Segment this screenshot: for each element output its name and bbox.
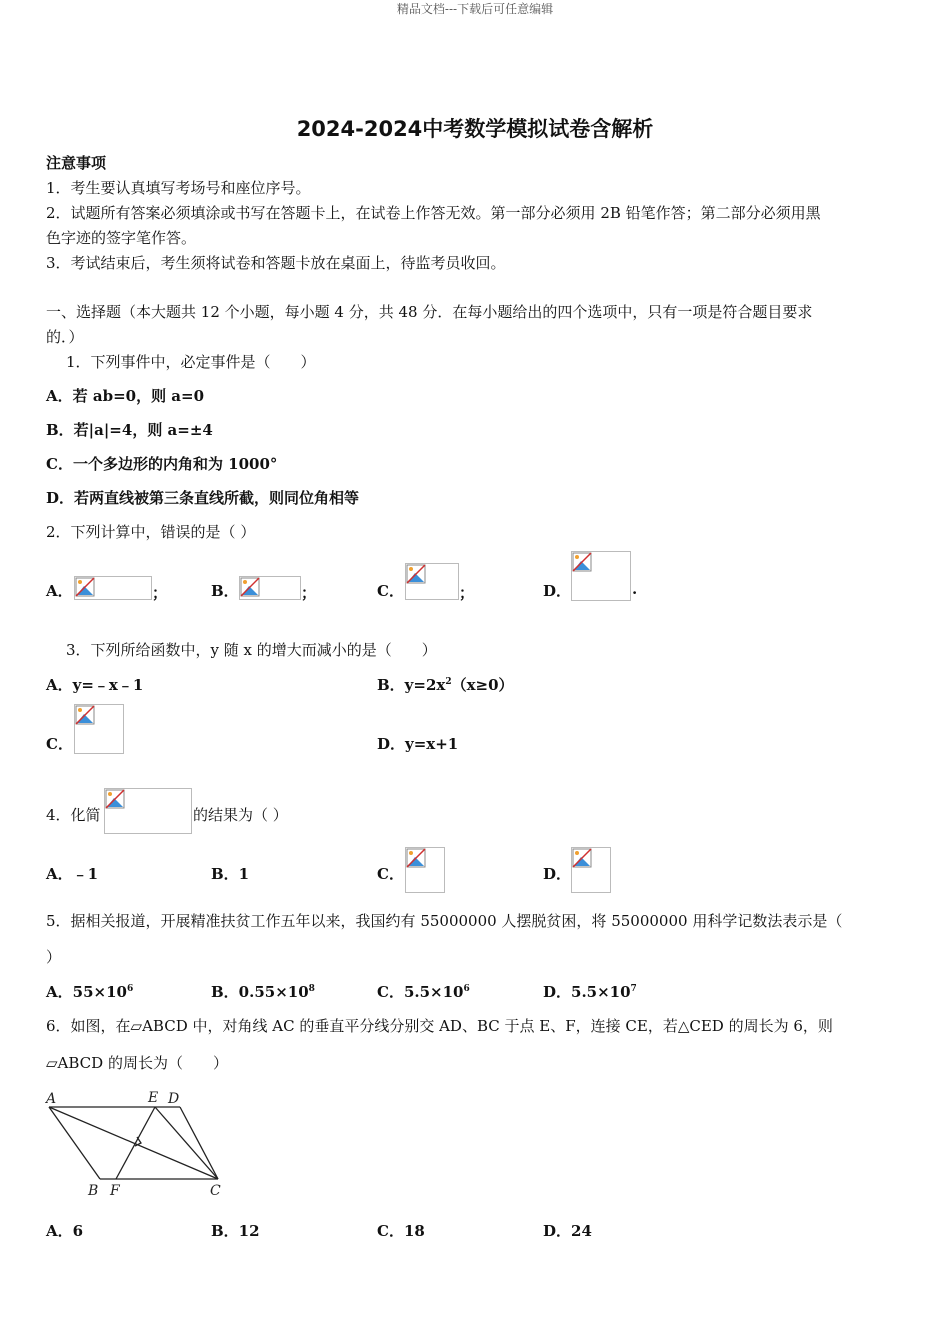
notice-item: 2．试题所有答案必须填涂或书写在答题卡上，在试卷上作答无效。第一部分必须用 2B 铅笔作答；第二部分必须用黑 (46, 204, 821, 222)
q6-option-b: B．12 (211, 1222, 260, 1240)
broken-image-icon (75, 577, 95, 597)
q2-separator: ； (459, 584, 475, 602)
section-heading-cont: 的．） (46, 328, 84, 346)
q2-option-b: B． (211, 582, 239, 600)
question-1-stem: 1．下列事件中，必定事件是（ ） (66, 353, 316, 371)
question-4-stem-pre: 4．化简 (46, 806, 101, 824)
q2-separator: ； (301, 584, 317, 602)
q4-option-b: B．1 (211, 865, 250, 883)
question-6-stem: 6．如图，在▱ABCD 中，对角线 AC 的垂直平分线分别交 AD、BC 于点 E、F，连接 CE，若△CED 的周长为 6，则 (46, 1017, 833, 1035)
broken-image-icon (406, 564, 426, 584)
broken-image-icon (105, 789, 125, 809)
q2-period: . (632, 580, 638, 598)
q1-option-d: D．若两直线被第三条直线所截，则同位角相等 (46, 489, 360, 507)
q3-option-c: C． (46, 735, 73, 753)
q4-option-c: C． (377, 865, 404, 883)
q3-option-d: D．y=x+1 (377, 735, 459, 753)
q1-option-b: B．若|a|=4，则 a=±4 (46, 421, 213, 439)
q4-option-d: D． (543, 865, 572, 883)
q1-option-c: C．一个多边形的内角和为 1000° (46, 455, 278, 473)
point-label-f: F (110, 1183, 120, 1199)
q4-c-broken-image (405, 847, 445, 893)
q5-option-d: D．$5.5\times 10^7$ (543, 983, 637, 1001)
section-heading: 一、选择题（本大题共 12 个小题，每小题 4 分，共 48 分．在每小题给出的四个选项中，只有一项是符合题目要求 (46, 303, 813, 321)
q5-option-a: A．$55\times 10^6$ (46, 983, 134, 1001)
q2-option-d: D． (543, 582, 572, 600)
q2-a-broken-image (74, 576, 152, 600)
q3-option-a: A．y=﹣x﹣1 (46, 676, 144, 694)
question-4-stem-post: 的结果为（ ） (193, 806, 288, 824)
q6-option-a: A．6 (46, 1222, 84, 1240)
q2-c-broken-image (405, 563, 459, 600)
broken-image-icon (406, 848, 426, 868)
parallelogram-figure (40, 1085, 240, 1205)
notice-item: 3．考试结束后，考生须将试卷和答题卡放在桌面上，待监考员收回。 (46, 254, 506, 272)
question-5-stem-cont: ） (46, 948, 62, 966)
broken-image-icon (75, 705, 95, 725)
page-header: 精品文档---下载后可任意编辑 (396, 2, 554, 16)
q6-option-d: D．24 (543, 1222, 592, 1240)
q3-option-b: B．$y=2x^2(x\ge 0)$ (377, 676, 514, 694)
q4-expression-broken-image (104, 788, 192, 834)
broken-image-icon (572, 552, 592, 572)
notice-item: 1．考生要认真填写考场号和座位序号。 (46, 179, 311, 197)
q4-option-a: A．﹣1 (46, 865, 99, 883)
q6-option-c: C．18 (377, 1222, 425, 1240)
page-title: 2024-2024中考数学模拟试卷含解析 (296, 117, 654, 141)
point-label-d: D (168, 1091, 180, 1107)
point-label-e: E (148, 1090, 159, 1106)
question-5-stem: 5．据相关报道，开展精准扶贫工作五年以来，我国约有 55000000 人摆脱贫困，将 55000000 用科学记数法表示是（ (46, 912, 843, 930)
q4-d-broken-image (571, 847, 611, 893)
notice-item: 色字迹的签字笔作答。 (46, 229, 197, 247)
question-2-stem: 2．下列计算中，错误的是（ ） (46, 523, 256, 541)
q2-b-broken-image (239, 576, 301, 600)
broken-image-icon (240, 577, 260, 597)
q5-option-b: B．$0.55\times 10^8$ (211, 983, 315, 1001)
q2-d-broken-image (571, 551, 631, 601)
q2-option-a: A． (46, 582, 73, 600)
point-label-b: B (88, 1183, 99, 1199)
point-label-a: A (46, 1091, 57, 1107)
q5-option-c: C．$5.5\times 10^6$ (377, 983, 470, 1001)
point-label-c: C (210, 1183, 221, 1199)
q3-c-broken-image (74, 704, 124, 754)
question-3-stem: 3．下列所给函数中，y 随 x 的增大而减小的是（ ） (66, 641, 437, 659)
broken-image-icon (572, 848, 592, 868)
q2-option-c: C． (377, 582, 404, 600)
question-6-stem-cont: ▱ABCD 的周长为（ ） (46, 1054, 228, 1072)
q2-separator: ； (152, 584, 168, 602)
q1-option-a: A．若 ab=0，则 a=0 (46, 387, 205, 405)
notice-heading: 注意事项 (46, 154, 107, 172)
